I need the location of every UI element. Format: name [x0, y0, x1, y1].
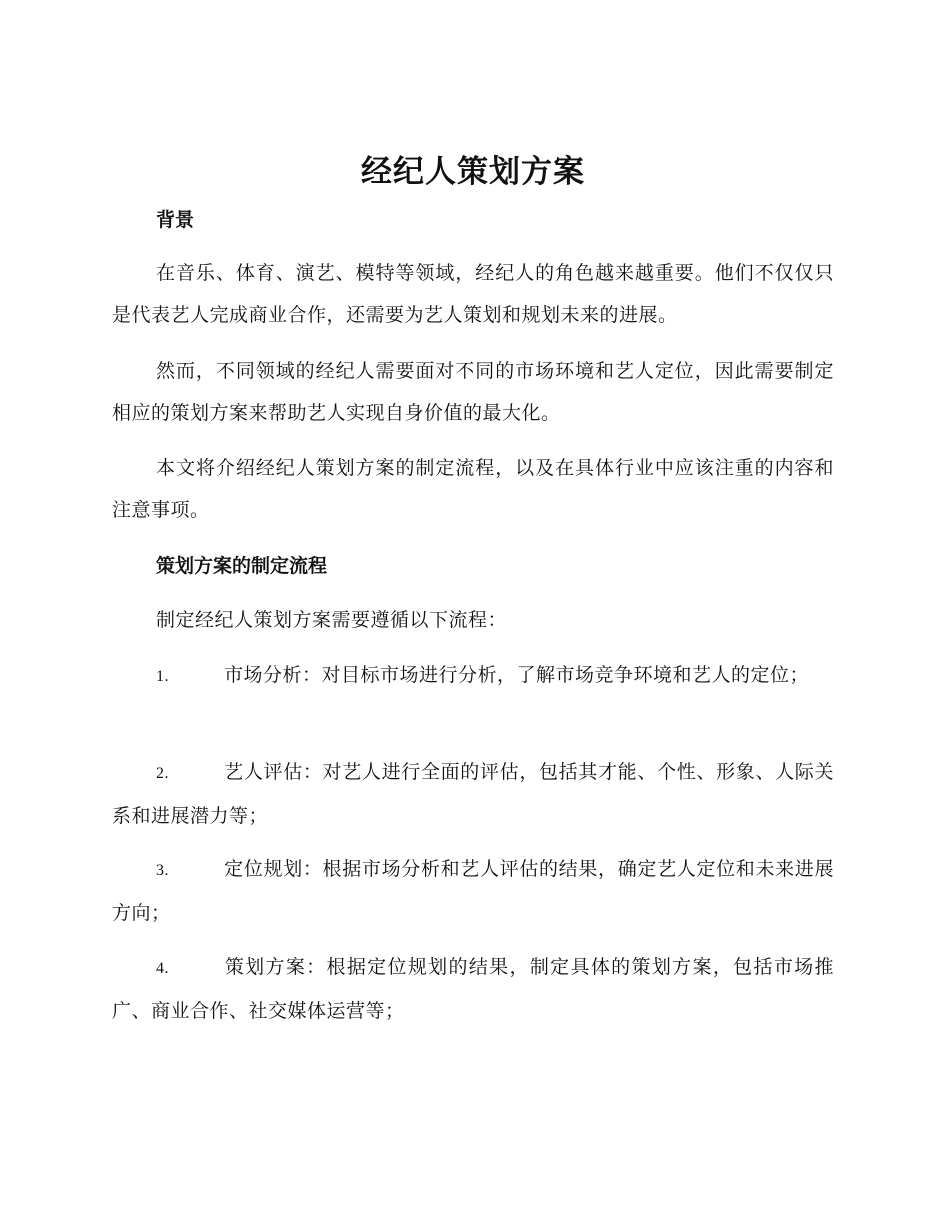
list-item-text: 定位规划：根据市场分析和艺人评估的结果，确定艺人定位和未来进展方向；	[112, 858, 834, 924]
document-title: 经纪人策划方案	[361, 154, 585, 190]
list-item	[112, 848, 834, 934]
paragraph: 本文将介绍经纪人策划方案的制定流程，以及在具体行业中应该注重的内容和注意事项。	[112, 457, 834, 521]
list-number: 3.	[156, 862, 169, 879]
paragraph-intro: 制定经纪人策划方案需要遵循以下流程：	[156, 609, 508, 631]
section-heading-background: 背景	[156, 209, 195, 231]
list-item	[112, 751, 834, 837]
list-item-text: 策划方案：根据定位规划的结果，制定具体的策划方案，包括市场推广、商业合作、社交媒体运营等；	[112, 956, 834, 1022]
list-item-text: 艺人评估：对艺人进行全面的评估，包括其才能、个性、形象、人际关系和进展潜力等；	[112, 761, 834, 827]
section-heading-process: 策划方案的制定流程	[156, 555, 328, 577]
paragraph: 在音乐、体育、演艺、模特等领域，经纪人的角色越来越重要。他们不仅仅只是代表艺人完成商业合作，还需要为艺人策划和规划未来的进展。	[112, 262, 834, 326]
list-item	[112, 946, 834, 1032]
list-item	[112, 654, 834, 698]
paragraph: 然而，不同领域的经纪人需要面对不同的市场环境和艺人定位，因此需要制定相应的策划方案来帮助艺人实现自身价值的最大化。	[112, 360, 834, 424]
list-item-text: 市场分析：对目标市场进行分析，了解市场竞争环境和艺人的定位；	[224, 664, 810, 686]
document-page	[112, 0, 834, 1230]
list-number: 4.	[156, 960, 169, 977]
list-number: 2.	[156, 765, 169, 782]
list-number: 1.	[156, 668, 169, 685]
